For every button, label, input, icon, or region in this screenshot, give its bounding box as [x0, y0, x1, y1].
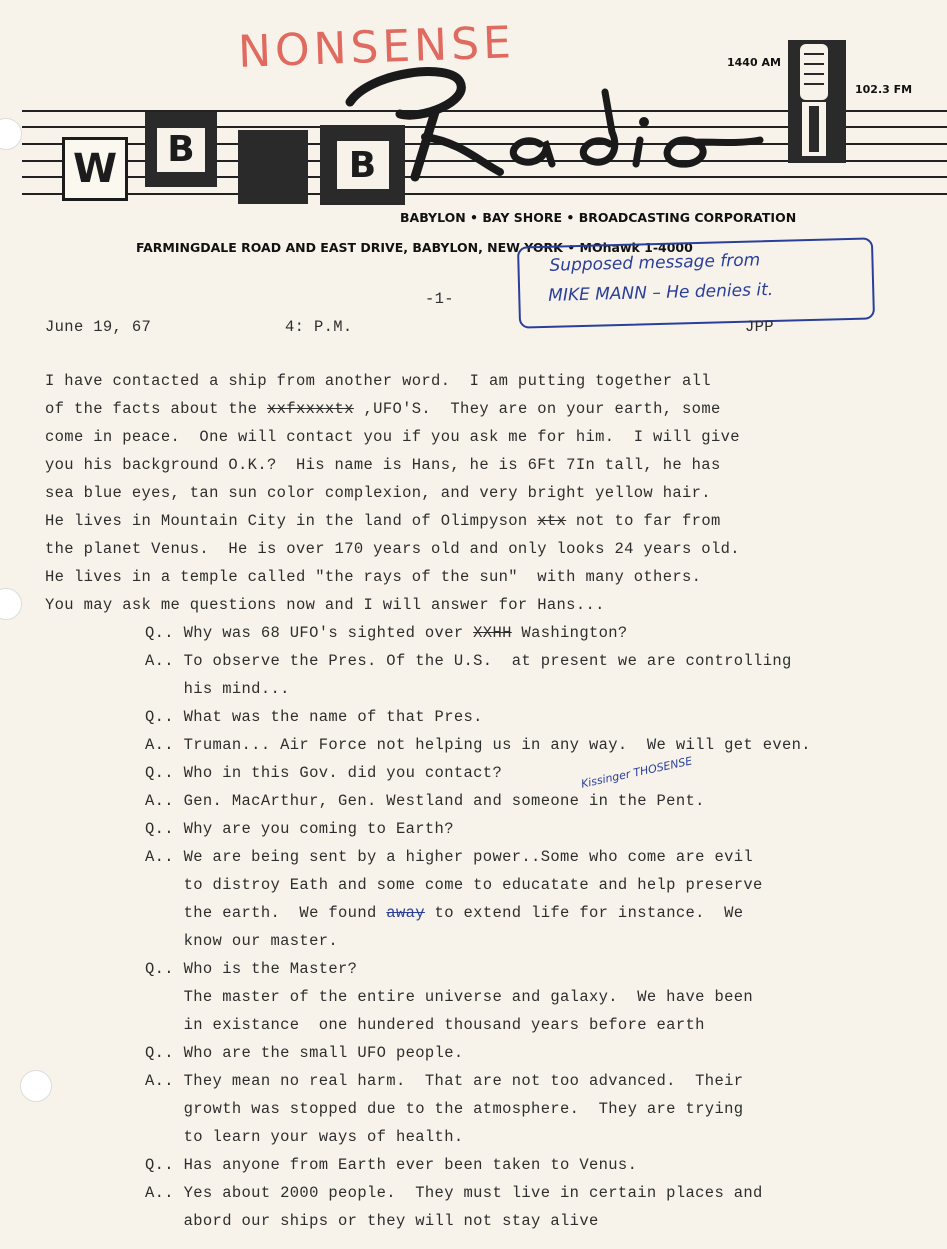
letterhead-line1: BABYLON • BAY SHORE • BROADCASTING CORPORATION: [400, 210, 797, 225]
qa-line: Q.. Has anyone from Earth ever been taken to Venus.: [145, 1156, 638, 1174]
qa-line: to learn your ways of health.: [145, 1128, 464, 1146]
qa-line: Q.. Who in this Gov. did you contact?: [145, 764, 503, 782]
call-letter-b: B: [157, 128, 205, 172]
qa-line: A.. Yes about 2000 people. They must live in certain places and: [145, 1184, 763, 1202]
annotation-box: [517, 237, 875, 328]
qa-line: growth was stopped due to the atmosphere. They are trying: [145, 1100, 744, 1118]
qa-line: A.. To observe the Pres. Of the U.S. at present we are controlling: [145, 652, 792, 670]
qa-line: A.. Truman... Air Force not helping us in any way. We will get even.: [145, 736, 811, 754]
typist-initials: JPP: [745, 318, 774, 336]
qa-line: A.. They mean no real harm. That are not too advanced. Their: [145, 1072, 744, 1090]
punch-hole: [0, 588, 22, 620]
document-time: 4: P.M.: [285, 318, 353, 336]
am-frequency: 1440 AM: [727, 56, 781, 69]
struck-text: xtx: [537, 512, 567, 530]
struck-text: away: [386, 904, 425, 922]
margin-scribble: Kissinger THOSENSE: [579, 754, 694, 791]
nonsense-stamp: NONSENSE: [237, 17, 516, 78]
qa-line: The master of the entire universe and galaxy. We have been: [145, 988, 754, 1006]
intro-line: of the facts about the xxfxxxxtx ,UFO'S. They are on your earth, some: [45, 400, 721, 418]
intro-line: He lives in a temple called "the rays of the sun" with many others.: [45, 568, 702, 586]
annotation-line1: Supposed message from: [549, 250, 761, 276]
annotation-line2: MIKE MANN – He denies it.: [548, 279, 774, 306]
qa-line: Q.. Why was 68 UFO's sighted over XXHH Washington?: [145, 624, 628, 642]
punch-hole: [20, 1070, 52, 1102]
qa-line: in existance one hundered thousand years before earth: [145, 1016, 705, 1034]
intro-line: come in peace. One will contact you if you ask me for him. I will give: [45, 428, 740, 446]
intro-line: I have contacted a ship from another word. I am putting together all: [45, 372, 711, 390]
fm-frequency: 102.3 FM: [855, 83, 913, 96]
radio-script-logo: [340, 62, 780, 192]
intro-line: He lives in Mountain City in the land of Olimpyson xtx not to far from: [45, 512, 721, 530]
qa-line: A.. Gen. MacArthur, Gen. Westland and someone in the Pent.: [145, 792, 705, 810]
qa-line: abord our ships or they will not stay alive: [145, 1212, 599, 1230]
qa-line: his mind...: [145, 680, 290, 698]
letterhead-address: FARMINGDALE ROAD AND EAST DRIVE, BABYLON, NEW YORK • MOhawk 1-4000: [136, 240, 693, 255]
intro-line: sea blue eyes, tan sun color complexion, and very bright yellow hair.: [45, 484, 711, 502]
page-number: -1-: [425, 290, 454, 308]
struck-text: xxfxxxxtx: [267, 400, 354, 418]
punch-hole: [0, 118, 22, 150]
intro-line: you his background O.K.? His name is Hans, he is 6Ft 7In tall, he has: [45, 456, 721, 474]
qa-line: A.. We are being sent by a higher power..Some who come are evil: [145, 848, 754, 866]
call-letter-b2: B: [337, 141, 389, 189]
qa-line: Q.. Why are you coming to Earth?: [145, 820, 454, 838]
intro-line: You may ask me questions now and I will answer for Hans...: [45, 596, 605, 614]
qa-line: Q.. What was the name of that Pres.: [145, 708, 483, 726]
qa-line: Q.. Who are the small UFO people.: [145, 1044, 464, 1062]
call-letter-b-box: [145, 112, 217, 187]
qa-line: know our master.: [145, 932, 339, 950]
dark-square-box: [238, 130, 308, 204]
staff-line: [22, 193, 947, 195]
call-letter-w-box: W: [62, 137, 128, 201]
qa-line: the earth. We found away to extend life for instance. We: [145, 904, 744, 922]
document-date: June 19, 67: [45, 318, 152, 336]
qa-line: Q.. Who is the Master?: [145, 960, 358, 978]
intro-line: the planet Venus. He is over 170 years old and only looks 24 years old.: [45, 540, 740, 558]
microphone-icon: [794, 44, 832, 156]
struck-text: XXHH: [473, 624, 512, 642]
qa-line: to distroy Eath and some come to educatate and help preserve: [145, 876, 763, 894]
